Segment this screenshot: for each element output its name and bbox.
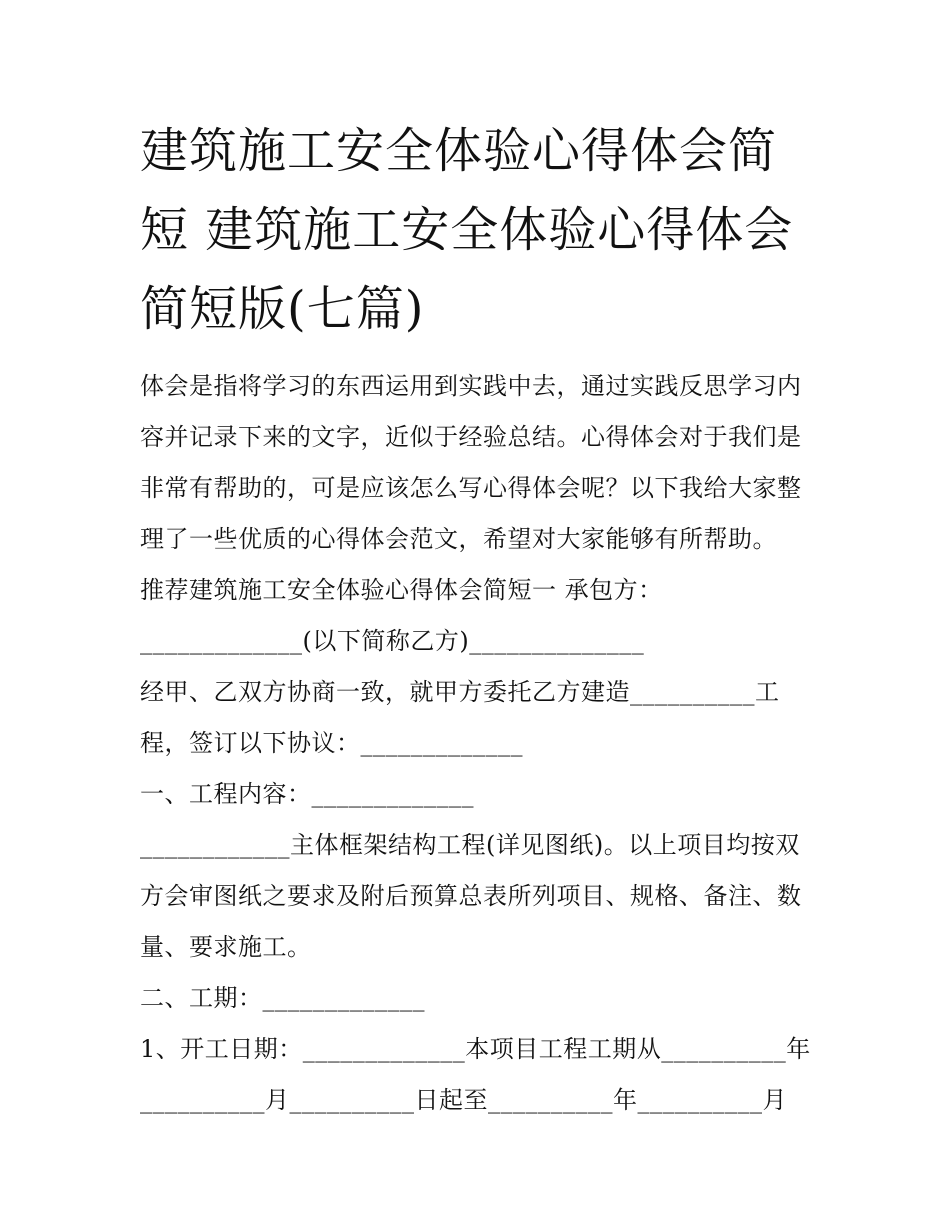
body-line: 程，签订以下协议：_____________ [140,729,523,757]
body-line: 非常有帮助的，可是应该怎么写心得体会呢？以下我给大家整 [140,474,802,502]
title-line: 短 建筑施工安全体验心得体会 [140,202,794,258]
body-line: 体会是指将学习的东西运用到实践中去，通过实践反思学习内 [140,372,802,400]
document-title [140,112,830,349]
section-heading: 一、工程内容：_____________ [140,780,474,808]
section-heading: 二、工期：_____________ [140,984,425,1012]
body-line: 1、开工日期：_____________本项目工程工期从__________年 [140,1035,811,1063]
title-line: 简短版(七篇) [140,281,425,337]
body-line: 容并记录下来的文字，近似于经验总结。心得体会对于我们是 [140,423,802,451]
body-line: 方会审图纸之要求及附后预算总表所列项目、规格、备注、数 [140,882,802,910]
body-line: 经甲、乙双方协商一致，就甲方委托乙方建造__________工 [140,678,780,706]
document-body [140,361,830,1126]
body-line: __________月__________日起至__________年__________月 [140,1086,787,1114]
body-line: 量、要求施工。 [140,933,312,961]
title-line: 建筑施工安全体验心得体会简 [140,123,778,179]
body-line: ____________主体框架结构工程(详见图纸)。以上项目均按双 [140,831,800,859]
body-line: 理了一些优质的心得体会范文，希望对大家能够有所帮助。 [140,525,777,553]
document-page [140,112,830,1126]
contract-blank-line: _____________(以下简称乙方)______________ [140,627,645,655]
recommendation-line: 推荐建筑施工安全体验心得体会简短一 承包方： [140,576,663,604]
